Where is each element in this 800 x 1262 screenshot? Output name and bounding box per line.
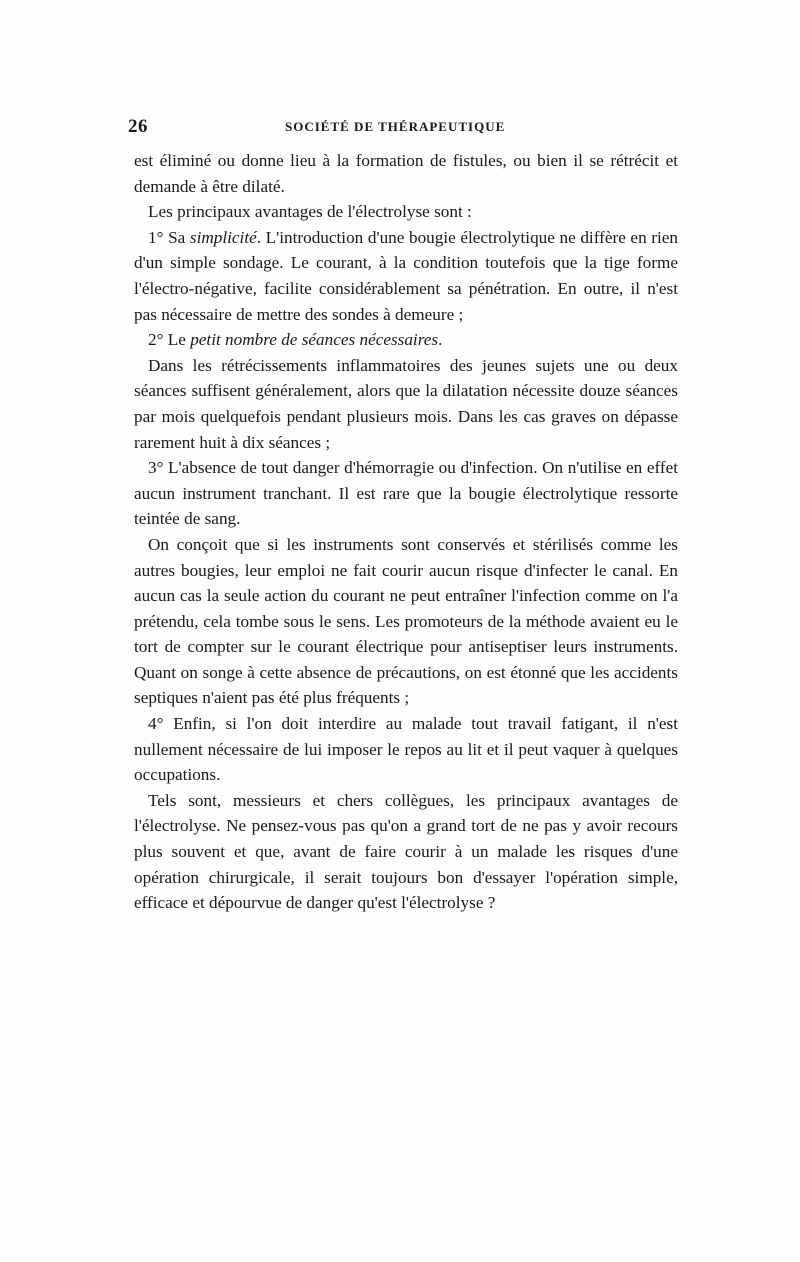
- paragraph-advantage-2-detail: [134, 353, 678, 455]
- page-number: 26: [128, 116, 148, 137]
- item-number: 2° Le: [148, 330, 191, 350]
- running-head: SOCIÉTÉ DE THÉRAPEUTIQUE: [285, 119, 506, 134]
- paragraph-text: Dans les rétrécissements inflammatoires des jeunes sujets une ou deux séances suffisent généralement, alors que la dilatation nécessite douze séances par mois quelquefois pendant plusieurs mois. Dans les cas graves on dépasse rarement huit à dix séances ;: [134, 355, 678, 452]
- paragraph-text: . L'introduction d'une bougie électrolytique ne diffère en rien d'un simple sondage. Le courant, à la condition toutefois que la tige forme l'électro-négative, facilite considérablement sa pénétration. En outre, il n'est pas nécessaire de mettre des sondes à demeure ;: [134, 227, 678, 324]
- paragraph-continuation: [134, 148, 678, 199]
- paragraph-intro-advantages: [134, 199, 678, 225]
- paragraph-text: 3° L'absence de tout danger d'hémorragie ou d'infection. On n'utilise en effet aucun instrument tranchant. Il est rare que la bougie électrolytique ressorte teintée de sang.: [134, 458, 678, 529]
- paragraph-advantage-3-detail: [134, 532, 678, 711]
- item-number: 1° Sa: [148, 227, 190, 247]
- paragraph-advantage-2: [134, 327, 678, 353]
- paragraph-text: Les principaux avantages de l'électrolyse sont :: [148, 202, 472, 222]
- paragraph-text: Tels sont, messieurs et chers collègues, les principaux avantages de l'électrolyse. Ne pensez-vous pas qu'on a grand tort de ne pas y avoir recours plus souvent et que, avant de faire courir à un malade les risques d'une opération chirurgicale, il serait toujours bon d'essayer l'opération simple, efficace et dépourvue de danger qu'est l'électrolyse ?: [134, 790, 678, 913]
- paragraph-text: 4° Enfin, si l'on doit interdire au malade tout travail fatigant, il n'est nullement nécessaire de lui imposer le repos au lit et il peut vaquer à quelques occupations.: [134, 714, 678, 785]
- paragraph-text: .: [438, 330, 443, 350]
- paragraph-advantage-3: [134, 455, 678, 532]
- paragraph-text: On conçoit que si les instruments sont conservés et stérilisés comme les autres bougies, leur emploi ne fait courir aucun risque d'infecter le canal. En aucun cas la seule action du courant ne peut entraîner l'infection comme on l'a prétendu, cela tombe sous le sens. Les promoteurs de la méthode avaient eu le tort de compter sur le courant électrique pour antiseptiser leurs instruments. Quant on songe à cette absence de précautions, on est étonné que les accidents septiques n'aient pas été plus fréquents ;: [134, 534, 678, 708]
- item-heading-emphasis: simplicité: [189, 227, 257, 247]
- paragraph-conclusion: [134, 788, 678, 916]
- item-heading-emphasis: petit nombre de séances nécessaires: [190, 330, 439, 350]
- page-header: [128, 116, 678, 140]
- paragraph-advantage-1: [134, 225, 678, 327]
- paragraph-text: est éliminé ou donne lieu à la formation de fistules, ou bien il se rétrécit et demande à être dilaté.: [134, 151, 678, 196]
- body-text: [134, 148, 678, 916]
- paragraph-advantage-4: [134, 711, 678, 788]
